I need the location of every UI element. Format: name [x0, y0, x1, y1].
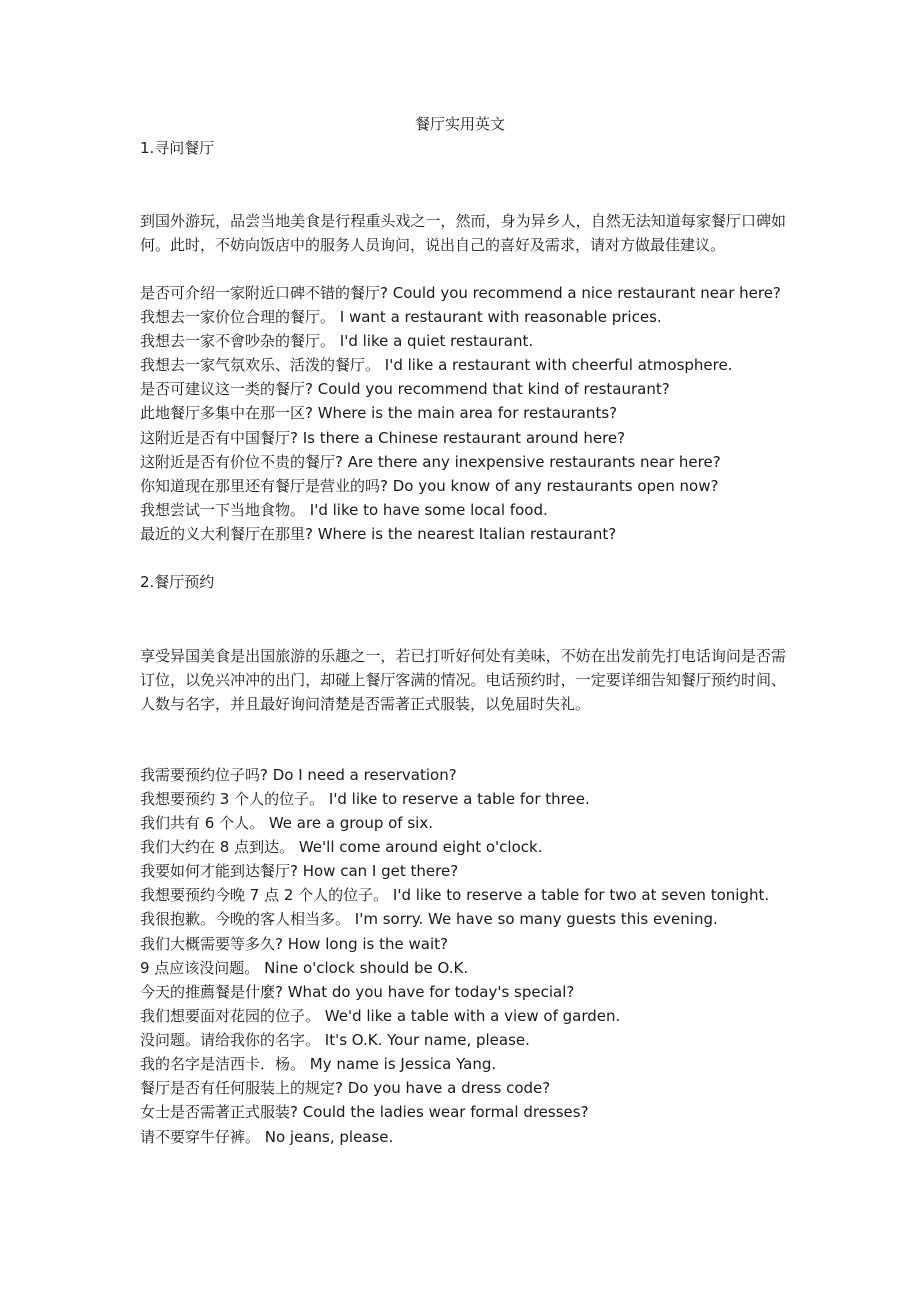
phrase-line: 是否可建议这一类的餐厅? Could you recommend that kind of restaurant?: [140, 380, 670, 398]
phrase-line: 女士是否需著正式服装? Could the ladies wear formal dresses?: [140, 1103, 589, 1121]
phrase-line: 我想尝试一下当地食物。 I'd like to have some local food.: [140, 501, 548, 519]
phrase-line: 我要如何才能到达餐厅? How can I get there?: [140, 862, 459, 880]
section-1-intro-paragraph: 到国外游玩，品尝当地美食是行程重头戏之一，然而，身为异乡人，自然无法知道每家餐厅口碑如何。此时，不妨向饭店中的服务人员询问，说出自己的喜好及需求，请对方做最佳建议。: [140, 212, 786, 254]
phrase-line: 我的名字是洁西卡．杨。 My name is Jessica Yang.: [140, 1055, 497, 1073]
phrase-line: 餐厅是否有任何服装上的规定? Do you have a dress code?: [140, 1079, 551, 1097]
section-heading-2: 2.餐厅预约: [140, 573, 215, 591]
section-2-intro-paragraph: 享受异国美食是出国旅游的乐趣之一，若已打听好何处有美味，不妨在出发前先打电话询问是否需订位，以免兴冲冲的出门，却碰上餐厅客满的情况。电话预约时，一定要详细告知餐厅预约时间、人数与名字，并且最好询问清楚是否需著正式服装，以免届时失礼。: [140, 647, 786, 713]
phrase-line: 我想要预约 3 个人的位子。 I'd like to reserve a table for three.: [140, 790, 590, 808]
phrase-line: 最近的义大利餐厅在那里? Where is the nearest Italian restaurant?: [140, 525, 617, 543]
phrase-line: 没问题。请给我你的名字。 It's O.K. Your name, please.: [140, 1031, 530, 1049]
phrase-line: 是否可介绍一家附近口碑不错的餐厅? Could you recommend a nice restaurant near here?: [140, 284, 781, 302]
phrase-line: 我们大约在 8 点到达。 We'll come around eight o'clock.: [140, 838, 543, 856]
phrase-line: 我们想要面对花园的位子。 We'd like a table with a view of garden.: [140, 1007, 621, 1025]
phrase-line: 请不要穿牛仔裤。 No jeans, please.: [140, 1128, 394, 1146]
phrase-line: 我想要预约今晚 7 点 2 个人的位子。 I'd like to reserve a table for two at seven tonight.: [140, 886, 770, 904]
page-title: 餐厅实用英文: [414, 115, 505, 133]
phrase-line: 9 点应该没问题。 Nine o'clock should be O.K.: [140, 959, 469, 977]
phrase-line: 我想去一家气氛欢乐、活泼的餐厅。 I'd like a restaurant with cheerful atmosphere.: [140, 356, 733, 374]
phrase-line: 此地餐厅多集中在那一区? Where is the main area for restaurants?: [140, 404, 618, 422]
phrase-line: 这附近是否有价位不贵的餐厅? Are there any inexpensive restaurants near here?: [140, 453, 721, 471]
phrase-line: 我需要预约位子吗? Do I need a reservation?: [140, 766, 457, 784]
phrase-line: 我想去一家不會吵杂的餐厅。 I'd like a quiet restaurant.: [140, 332, 534, 350]
phrase-line: 你知道现在那里还有餐厅是营业的吗? Do you know of any restaurants open now?: [140, 477, 719, 495]
section-heading-1: 1.寻问餐厅: [140, 139, 215, 157]
phrase-line: 这附近是否有中国餐厅? Is there a Chinese restaurant around here?: [140, 429, 626, 447]
phrase-line: 我很抱歉。今晚的客人相当多。 I'm sorry. We have so many guests this evening.: [140, 910, 718, 928]
phrase-line: 我想去一家价位合理的餐厅。 I want a restaurant with reasonable prices.: [140, 308, 662, 326]
phrase-line: 我们大概需要等多久? How long is the wait?: [140, 935, 448, 953]
phrase-line: 今天的推薦餐是什麼? What do you have for today's special?: [140, 983, 575, 1001]
phrase-line: 我们共有 6 个人。 We are a group of six.: [140, 814, 433, 832]
